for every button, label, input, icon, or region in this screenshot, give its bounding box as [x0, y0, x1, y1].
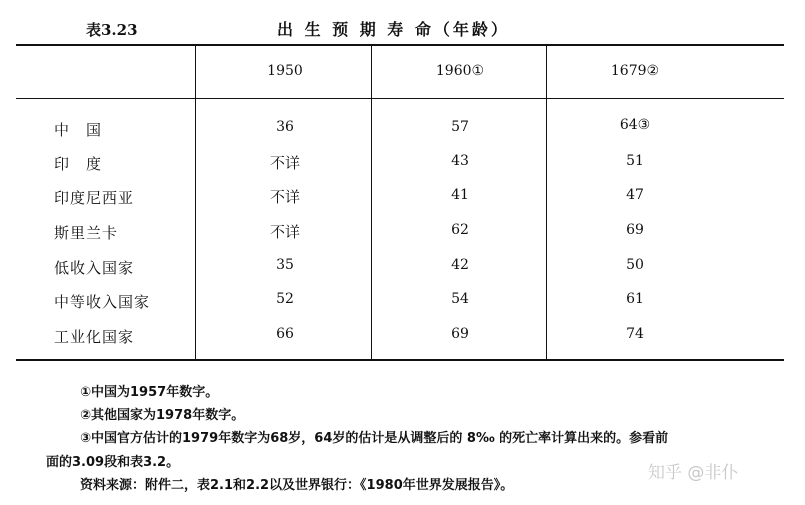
row-label: 中等收入国家	[54, 293, 151, 311]
table-top-rule	[16, 44, 784, 46]
column-header-note-mark: ②	[646, 63, 660, 79]
table-cell: 47	[626, 187, 644, 203]
table-header-rule	[16, 98, 784, 99]
row-label: 工业化国家	[54, 328, 135, 346]
column-header-1960	[400, 63, 520, 79]
table-cell: 64③	[619, 117, 651, 133]
table-cell: 不详	[269, 223, 300, 241]
table-bottom-rule	[16, 359, 784, 361]
table-cell: 51	[626, 153, 644, 169]
row-label: 中 国	[54, 121, 103, 139]
column-header-1679	[575, 63, 695, 79]
footnote-3-continued: 面的3.09段和表3.2。	[46, 455, 180, 470]
row-label: 低收入国家	[54, 259, 135, 277]
table-cell: 41	[451, 187, 469, 203]
footnote-1: ①中国为1957年数字。	[80, 385, 219, 400]
table-cell: 69	[626, 222, 644, 238]
table-cell: 66	[276, 326, 294, 342]
table-cell: 61	[626, 291, 644, 307]
table-cell: 50	[626, 257, 644, 273]
table-cell: 62	[451, 222, 469, 238]
source-note: 资料来源：附件二，表2.1和2.2以及世界银行：《1980年世界发展报告》。	[80, 478, 514, 493]
watermark: 知乎 @非仆	[648, 463, 739, 483]
table-cell: 69	[451, 326, 469, 342]
row-label: 印度尼西亚	[54, 189, 135, 207]
footnote-2: ②其他国家为1978年数字。	[80, 408, 245, 423]
column-divider	[195, 45, 196, 360]
column-header-year: 1960	[435, 63, 472, 79]
column-header-year: 1679	[610, 63, 647, 79]
column-divider	[546, 45, 547, 360]
table-title: 出 生 预 期 寿 命（年龄）	[277, 20, 510, 39]
table-cell: 57	[451, 119, 469, 135]
column-header-year: 1950	[267, 63, 303, 79]
table-cell: 43	[451, 153, 469, 169]
table-cell: 不详	[269, 154, 300, 172]
table-cell: 52	[276, 291, 294, 307]
footnote-3: ③中国官方估计的1979年数字为68岁，64岁的估计是从调整后的 8‰ 的死亡率计算出来的。参看前	[80, 431, 669, 446]
table-cell: 36	[276, 119, 294, 135]
column-divider	[371, 45, 372, 360]
column-header-1950	[225, 63, 345, 79]
row-label: 斯里兰卡	[54, 224, 119, 242]
table-cell: 42	[451, 257, 469, 273]
table-cell: 35	[276, 257, 294, 273]
table-cell: 不详	[269, 188, 300, 206]
table-number: 表3.23	[86, 21, 138, 39]
row-label: 印 度	[54, 155, 103, 173]
table-cell: 74	[626, 326, 644, 342]
column-header-note-mark: ①	[471, 63, 485, 79]
table-cell: 54	[451, 291, 469, 307]
